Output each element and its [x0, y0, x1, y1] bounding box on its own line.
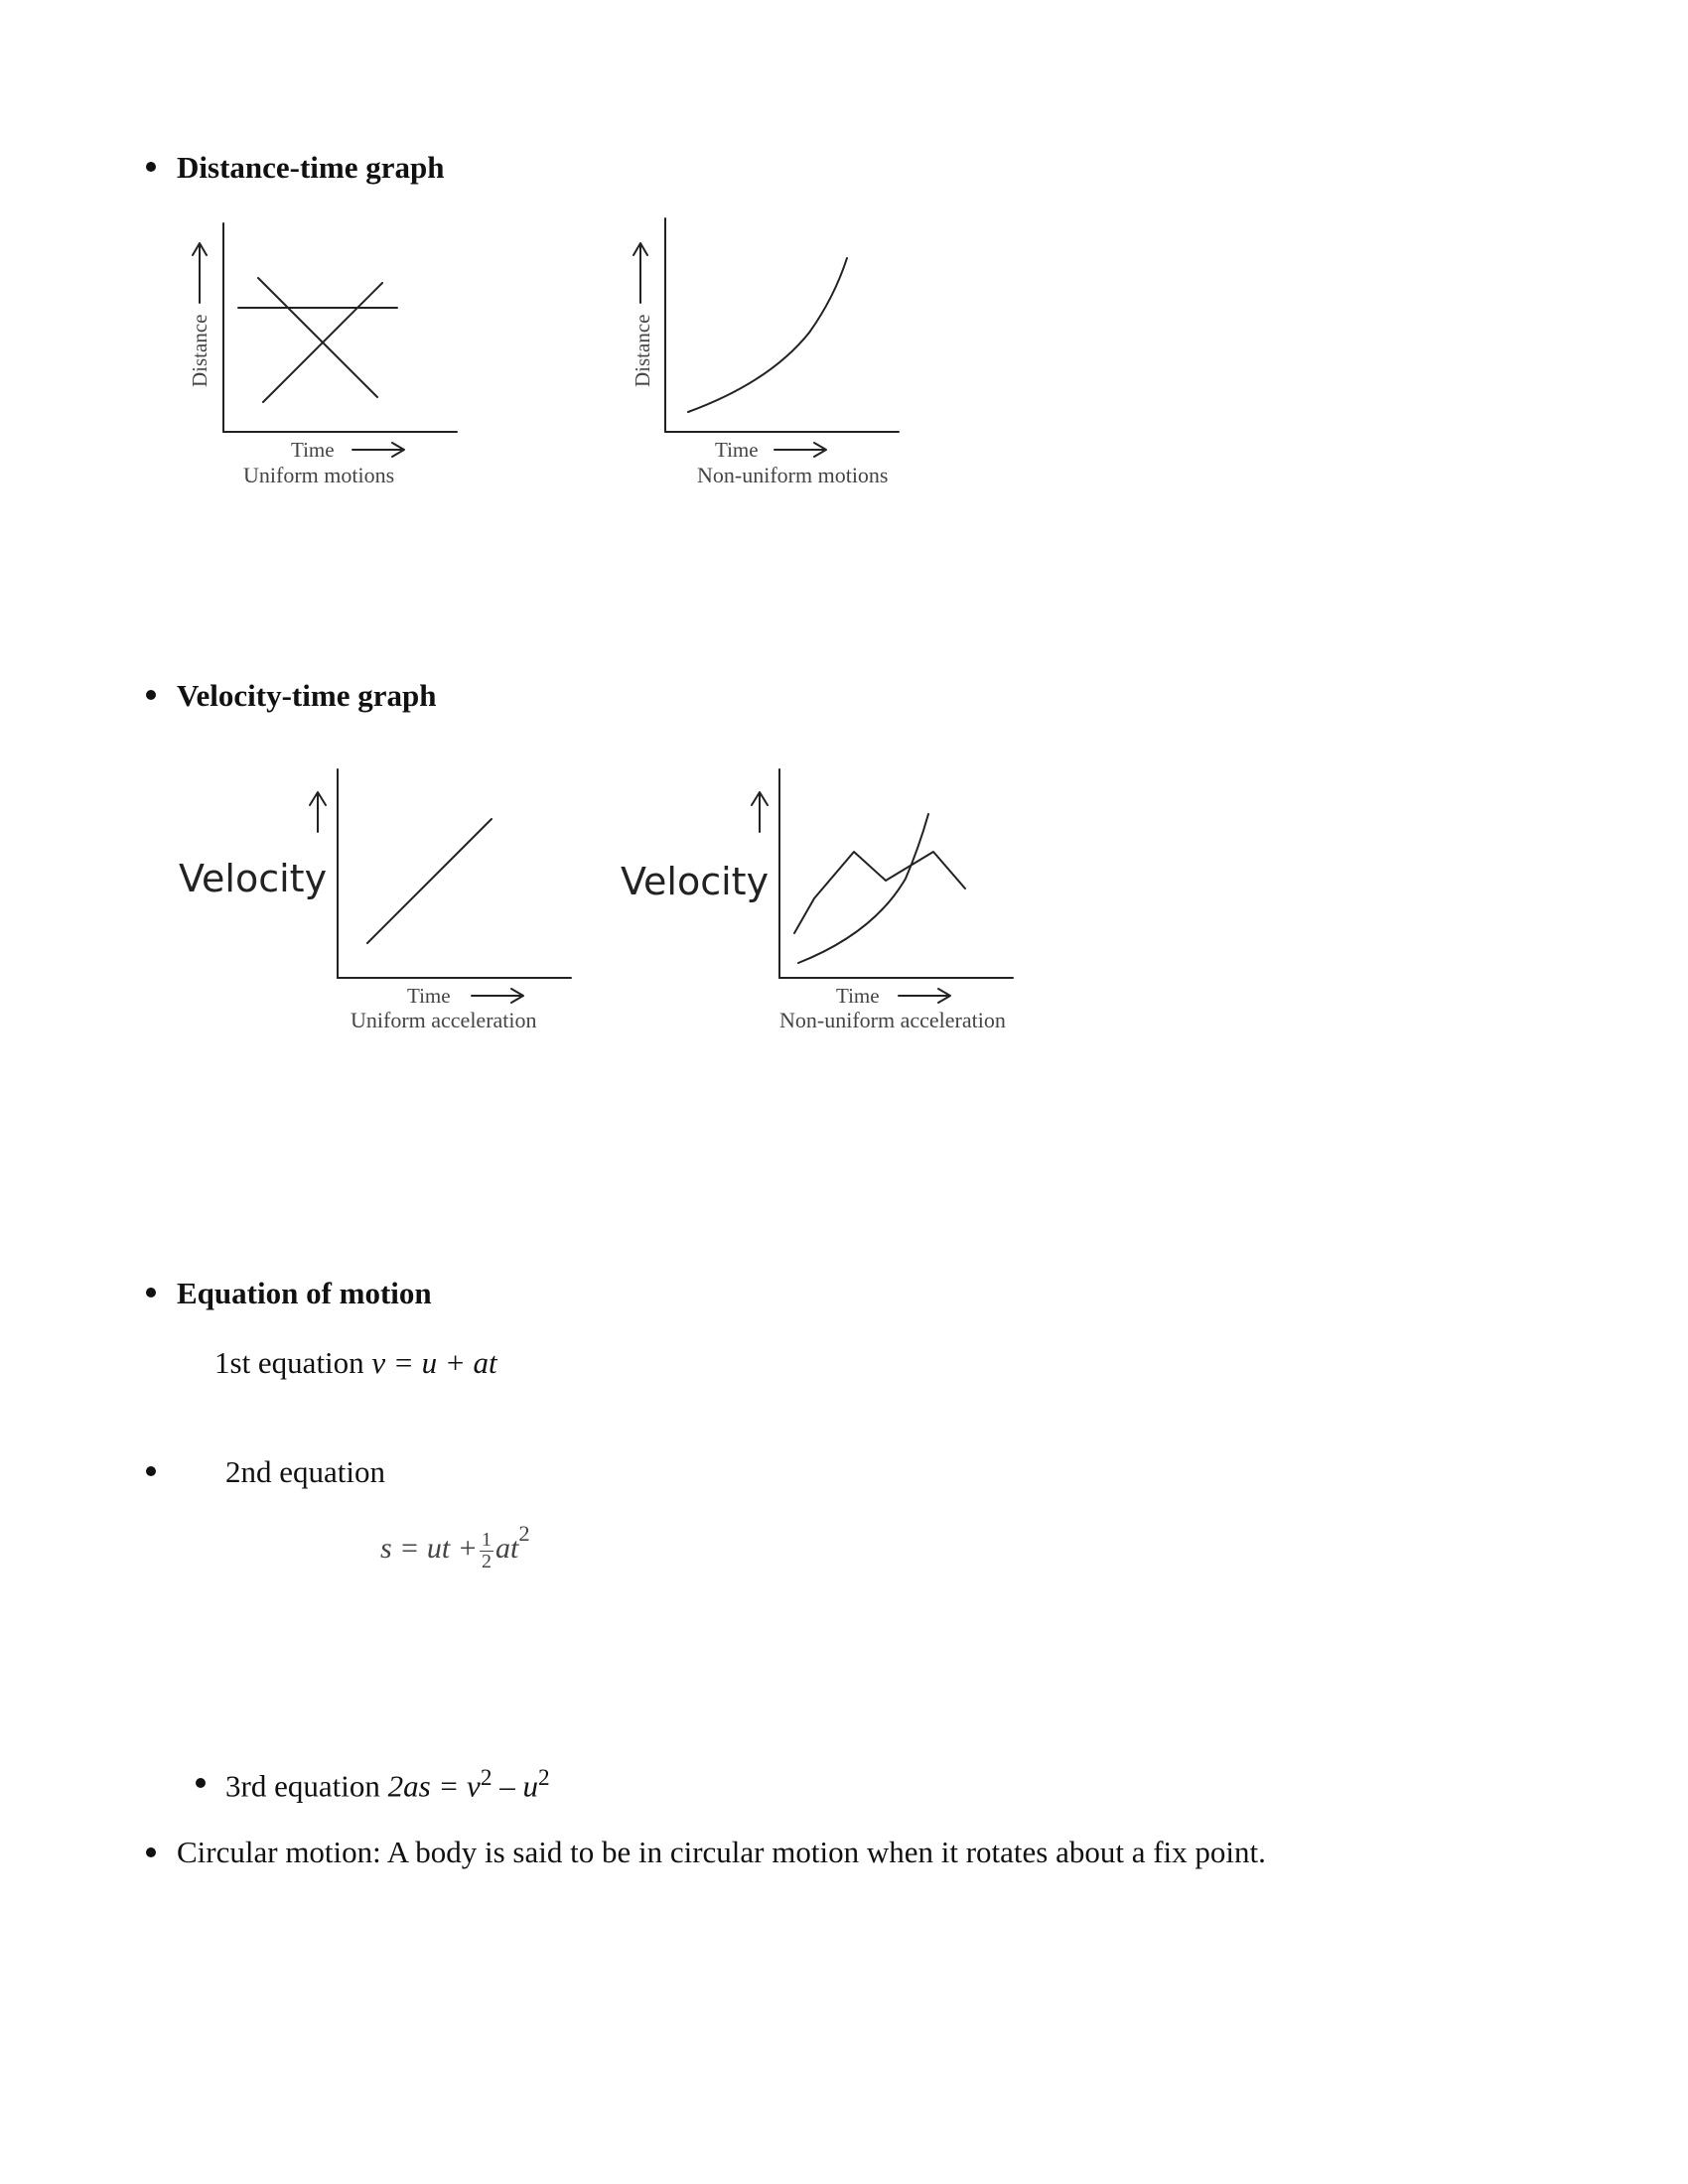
graph-caption: Non-uniform acceleration: [779, 1008, 1006, 1032]
graph-nonuniform-motions: [621, 213, 948, 501]
bullet: [146, 162, 156, 172]
second-equation-label: 2nd equation: [225, 1454, 385, 1489]
section-heading-distance-time: Distance-time graph: [177, 150, 445, 185]
graph-uniform-motions: [179, 213, 477, 501]
x-axis-label: Time: [836, 984, 880, 1008]
y-axis-label: Distance: [631, 314, 654, 387]
line-decreasing: [258, 278, 377, 397]
third-equation-label: 3rd equation: [225, 1768, 380, 1804]
x-axis-arrow-icon: [899, 989, 950, 1003]
y-axis-label: Velocity: [621, 860, 770, 903]
bullet: [146, 1466, 156, 1476]
y-axis-label: Velocity: [179, 857, 328, 900]
x-axis-label: Time: [715, 438, 759, 462]
bullet: [196, 1778, 206, 1788]
section-heading-velocity-time: Velocity-time graph: [177, 678, 437, 713]
first-equation-label: 1st equation: [214, 1345, 364, 1380]
y-axis-arrow-icon: [310, 792, 326, 832]
y-axis-arrow-icon: [633, 243, 647, 303]
circular-motion-text: Circular motion: A body is said to be in circular motion when it rotates about a fix point.: [177, 1835, 1266, 1869]
x-axis-label: Time: [291, 438, 335, 462]
first-equation: [214, 1347, 497, 1378]
graph-caption: Uniform motions: [243, 463, 395, 487]
x-axis-arrow-icon: [352, 443, 404, 457]
x-axis-arrow-icon: [774, 443, 826, 457]
graph-caption: Uniform acceleration: [351, 1008, 537, 1032]
second-equation-formula: s = ut + $\frac{1}{2}$ $at^2$: [380, 1521, 530, 1572]
graph-nonuniform-acceleration: [616, 764, 1053, 1042]
line-increasing: [367, 819, 492, 943]
x-axis-label: Time: [407, 984, 451, 1008]
graph-uniform-acceleration: [174, 764, 591, 1042]
curve-zigzag: [794, 852, 965, 933]
first-equation-formula: v = u + at: [371, 1345, 497, 1380]
bullet: [146, 690, 156, 700]
section-heading-equation-of-motion: Equation of motion: [177, 1276, 432, 1310]
y-axis-arrow-icon: [193, 243, 207, 303]
graph-caption: Non-uniform motions: [697, 463, 889, 487]
third-equation: 3rd equation $2as = v^2 - u^2$: [225, 1765, 550, 1804]
y-axis-arrow-icon: [752, 792, 768, 832]
bullet: [146, 1847, 156, 1857]
curve-increasing: [798, 814, 928, 963]
curve-increasing: [688, 258, 847, 412]
y-axis-label: Distance: [188, 314, 211, 387]
x-axis-arrow-icon: [472, 989, 523, 1003]
bullet: [146, 1288, 156, 1297]
